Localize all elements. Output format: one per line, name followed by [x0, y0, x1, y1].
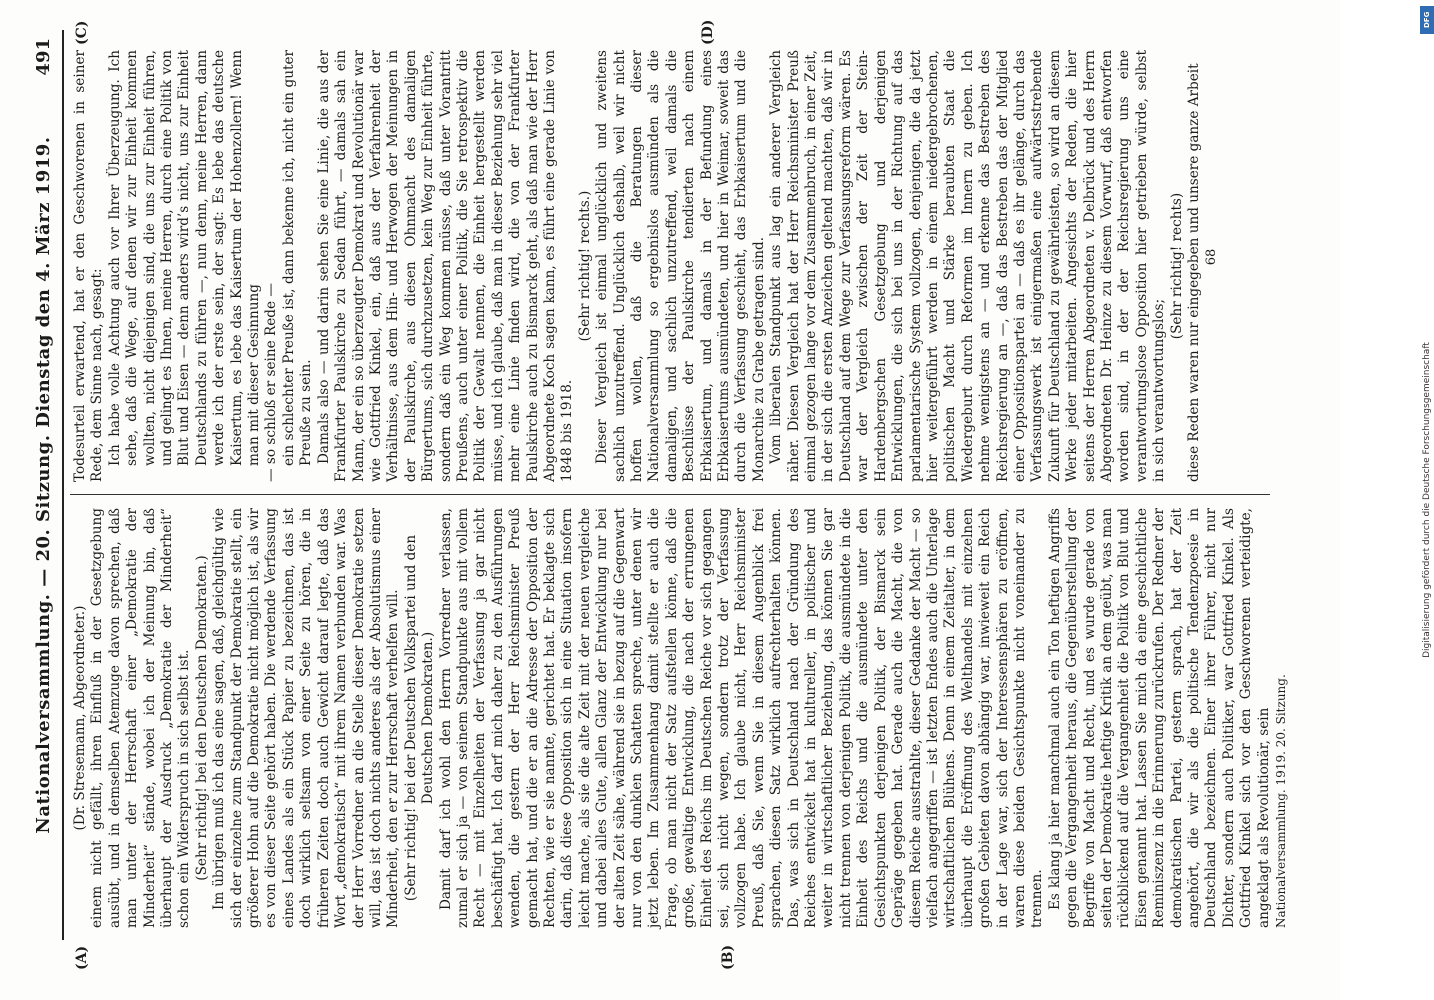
dfg-logo: DFG — [1420, 6, 1434, 34]
interjection: (Sehr richtig! rechts) — [1168, 192, 1185, 340]
margin-marker-c: (C) — [74, 20, 90, 45]
paragraph: einem nicht gefällt, ihren Einfluß in der Gesetzgebung ausübt, und in demselben Atemzuge davon sprechen, daß man unter der Herrschaft einer „Demokratie der Minderheit“ stände, wobei ich der Meinung bin, daß überhaupt der Ausdruck „Demokratie der Minderheit“ schon ein Widerspruch in sich selbst ist. — [89, 508, 193, 928]
paragraph: Damit darf ich wohl den Herrn Vorredner verlassen, zumal er sich ja — von seinem Standpunkte aus mit vollem Recht — mit Einzelheiten der Verfassung ja gar nicht beschäftigt hat. Ich darf mich daher zu den Ausführungen wenden, die gestern der Herr Reichsminister Preuß gemacht hat, und die er an die Adresse der Opposition der Rechten, wie er sie nannte, gerichtet hat. Er beklagte sich darin, daß diese Opposition sich in eine Situation insofern leicht mache, als sie die alte Zeit mit der neuen vergleiche und dabei alles Gute, allen Glanz der Entwicklung nur bei der alten Zeit sähe, während sie in bezug auf die Gegenwart nur von den dunklen Schatten spreche, unter denen wir jetzt leben. Im Zusammenhang damit stellte er auch die Frage, ob man nicht der Satz aufstellen könne, daß die große, gewaltige Entwicklung, die nach der errungenen Einheit des Reichs im Deutschen Reiche vor sich gegangen sei, sich nicht wegen, sondern trotz der Verfassung vollzogen habe. Ich glaube nicht, Herr Reichsminister Preuß, daß Sie, wenn Sie in diesem Augenblick frei sprachen, diesen Satz wirklich aufrechterhalten können. Das, was sich in Deutschland nach der Gründung des Reiches entwickelt hat in kultureller, in politischer und weiter in wirtschaftlicher Beziehung, das können Sie gar nicht trennen von derjenigen Politik, die ausmündete in die Einheit des Reichs und die ausmündete unter den Gesichtspunkten derjenigen Politik, der Bismarck sein Gepräge gegeben hat. Gerade auch die Macht, die von diesem Reiche ausstrahlte, dieser Gedanke der Macht — so vielfach angegriffen — ist letzten Endes auch die Unterlage wirtschaftlichen Blühens. Denn in einem Zeitalter, in dem überhaupt die Eröffnung des Welthandels mit einzelnen großen Gebieten davon abhängig war, inwieweit ein Reich in der Lage war, sich der Interessensphären zu eröffnen, waren diese beiden Gesichtspunkte nicht voneinander zu trennen. — [437, 508, 1046, 928]
left-column — [72, 508, 1289, 928]
paragraph: Dieser Vergleich ist einmal unglücklich und zweitens sachlich unzutreffend. Unglücklich deshalb, weil wir nicht hoffen wollen, daß die Beratungen dieser Nationalversammlung so ergebnislos ausmünden als die damaligen, und sachlich unzutreffend, weil damals die Beschlüsse der Paulskirche tendierten nach einem Erbkaisertum, und damals in der Befundung eines Erbkaisertums ausmündeten, und hier in Weimar, soweit das durch die Verfassung geschieht, das Erbkaisertum und die Monarchie zu Grabe getragen sind. — [594, 50, 767, 482]
page-footer: Nationalversammlung. 1919. 20. Sitzung. — [1274, 674, 1289, 928]
digitization-credit — [1420, 10, 1434, 990]
interjection: (Sehr richtig! bei den Deutschen Demokraten.) — [193, 555, 210, 881]
credit-text: Digitalisierung gefördert durch die Deutsche Forschungsgemeinschaft — [1422, 342, 1432, 658]
quotation: Ich habe volle Achtung auch vor Ihrer Überzeugung. Ich sehe, daß die Wege, auf denen wir zur Einheit kommen wollten, nicht diejenigen sind, die uns zur Einheit führen, und gelingt es Ihnen, meine Herren, durch eine Politik von Blut und Eisen — denn anders wird’s nicht, uns zur Einheit Deutschlands zu führen —, nun denn, meine Herren, dann werde ich der erste sein, der sagt: Es lebe das deutsche Kaisertum, es lebe das Kaisertum der Hohenzollern! Wenn man mit dieser Gesinnung — [106, 50, 263, 466]
page-number: 491 — [33, 38, 54, 76]
column-rule — [70, 494, 1270, 495]
right-column — [72, 50, 1282, 482]
paragraph: Vom liberalen Standpunkt aus lag ein anderer Vergleich näher. Diesen Vergleich hat der Herr Reichsminister Preuß einmal gezogen lange vor dem Zusammenbruch, in einer Zeit, in der sich die ersten Anzeichen geltend machten, daß wir in Deutschland auf dem Wege zur Verfassungsreform wären. Es war der Vergleich zwischen der Zeit der Stein-Hardenbergschen Gesetzgebung und derjenigen Entwicklungen, die sich bei uns in der Richtung auf das parlamentarische System vollzogen, denjenigen, die da jetzt hier weitergeführt werden in einem niedergebrochenen, politischen Macht und Stärke beraubten Staat die Wiedergeburt durch Reformen im Innern zu geben. Ich nehme wenigstens an — und erkenne das Bestreben des Reichsregierung an —, daß das Bestreben das der Mitglied einer Oppositionspartei an — daß es ihr gelänge, durch das Verfassungswerk ist einigermaßen eine aufwärtsstrebende Zukunft für Deutschland zu gewährleisten, so wird an diesem Werke jeder mitarbeiten. Angesichts der Reden, die hier seitens der Herren Abgeordneten v. Delbrück und des Herrn Abgeordneten Dr. Heinze zu diesem Vorwurf, daß entworfen worden sind, in der der Reichsregierung uns eine verantwortungslose Opposition hier getrieben würde, selbst in sich verantwortungslos; — [768, 50, 1168, 482]
sheet-number: 68 — [1204, 248, 1220, 266]
speaker-line: (Dr. Stresemann, Abgeordneter.) — [72, 605, 88, 831]
margin-marker-d: (D) — [700, 19, 716, 45]
paragraph: diese Reden waren nur eingegeben und unsere ganze Arbeit — [1186, 63, 1202, 482]
interjection: (Sehr richtig! rechts.) — [576, 190, 593, 342]
paragraph: Im übrigen muß ich das eine sagen, daß, gleichgültig wie sich der einzelne zum Standpunkt der Demokratie stellt, ein größerer Hohn auf die Demokratie nicht möglich ist, als wir es von dieser Seite gehört haben. Die werdende Verfassung eines Landes als ein Stück Papier zu bezeichnen, das ist doch wirklich seltsam von einer Seite zu hören, die in früheren Zeiten doch auch Gewicht darauf legte, daß das Wort „demokratisch“ mit ihrem Namen verbunden war. Was der Herr Vorredner an die Stelle dieser Demokratie setzen will, das ist doch nichts anderes als der Absolutismus einer Minderheit, den er zur Herrschaft verhelfen will. — [211, 508, 402, 928]
interjection: (Sehr richtig! bei der Deutschen Volkspartei und den Deutschen Demokraten.) — [402, 534, 437, 902]
page-header — [10, 30, 64, 940]
margin-marker-a: (A) — [74, 945, 90, 970]
margin-marker-b: (B) — [720, 944, 736, 970]
paragraph: Todesurteil erwartend, hat er den Geschworenen in seiner Rede, dem Sinne nach, gesagt: — [72, 50, 106, 482]
paragraph: Damals also — und darin sehen Sie eine Linie, die aus der Frankfurter Paulskirche zu Sedan führt, — damals sah ein Mann, der ein so überzeugter Demokrat und Revolutionär war wie Gottfried Kinkel, ein, daß aus der Verfahrenheit der Verhältnisse, aus dem Hin- und Herwogen der Meinungen in der Paulskirche, aus diesen Ohnmacht des damaligen Bürgertums, sich durchzusetzen, kein Weg zur Einheit führte, sondern daß ein Weg kommen müsse, daß unter Vorantritt Preußens, auch unter einer Politik, die Sie retrospektiv die Politik der Gewalt nennen, die Einheit hergestellt werden müsse, und ich glaube, daß man in dieser Beziehung sehr viel mehr eine Linie finden wird, die von der Frankfurter Paulskirche auch zu Bismarck geht, als daß man wie der Herr Abgeordnete Koch sagen kann, es führt eine gerade Linie von 1848 bis 1918. — [315, 49, 576, 482]
paragraph: Es klang ja hier manchmal auch ein Ton heftigen Angriffs gegen die Vergangenheit heraus, die Gegenüberstellung der Begriffe von Macht und Recht, und es wurde gerade von seiten der Demokratie heftige Kritik an dem geübt, was man rückblickend auf die Vergangenheit die Politik von Blut und Eisen genannt hat. Lassen Sie mich da eine geschichtliche Reminiszenz in die Erinnerung zurückrufen. Der Redner der demokratischen Partei, gestern sprach, hat der Zeit angehört, die wir als die politische Tendenzpoesie in Deutschland bezeichnen. Einer ihrer Führer, nicht nur Dichter, sondern auch Politiker, war Gottfried Kinkel. Als Gottfried Kinkel sich vor den Geschworenen verteidigte, angeklagt als Revolutionär, sein — [1046, 508, 1272, 928]
running-head: Nationalversammlung. — 20. Sitzung. Dienstag den 4. März 1919. — [33, 136, 54, 834]
paragraph: — so schloß er seine Rede — — [263, 283, 280, 482]
quotation: ein schlechter Preuße ist, dann bekenne ich, nicht ein guter Preuße zu sein. — [280, 50, 315, 466]
